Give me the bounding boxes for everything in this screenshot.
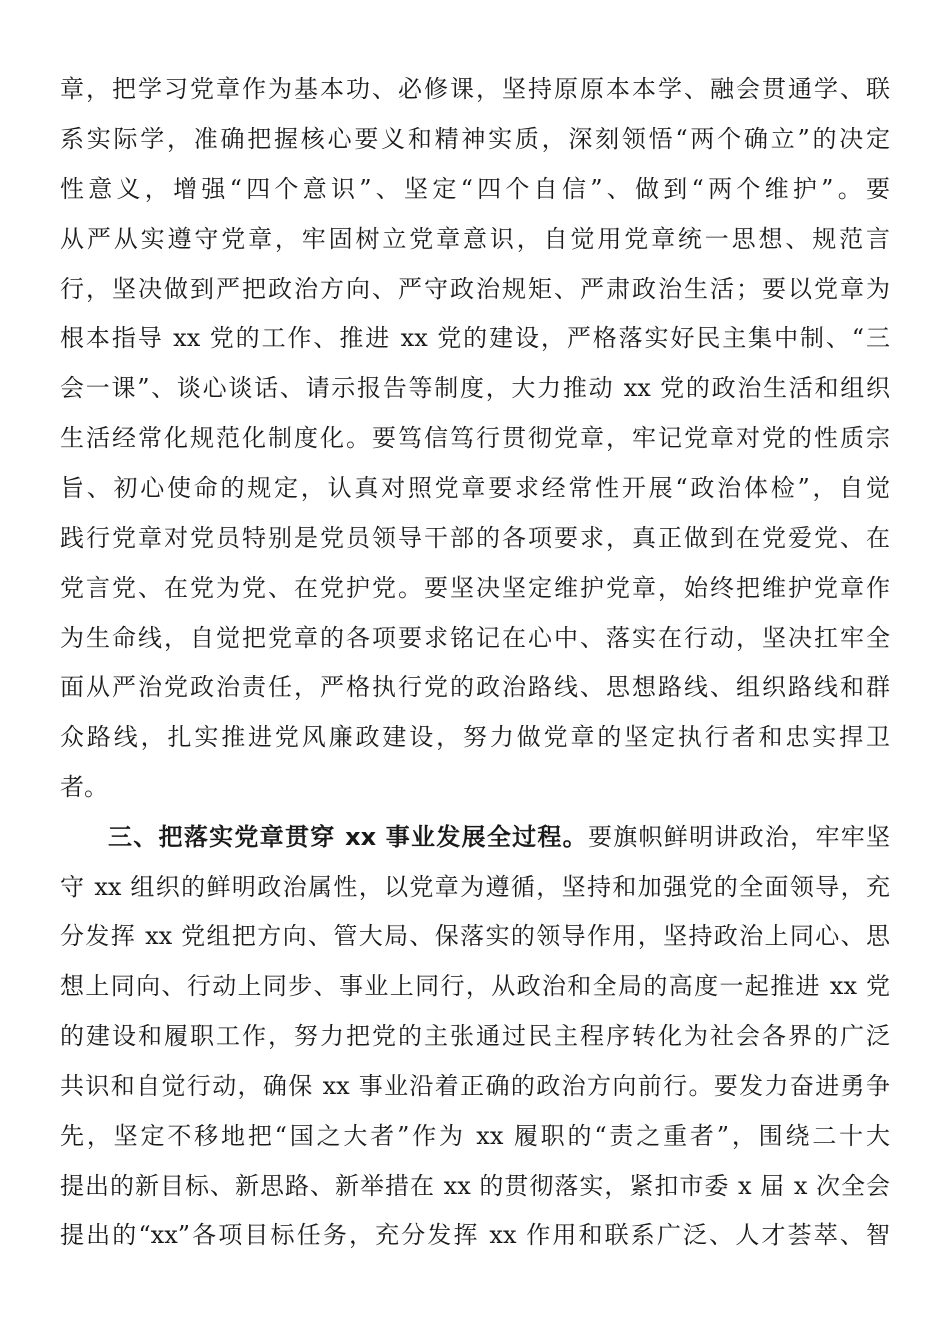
- paragraph-line: 会一课”、谈心谈话、请示报告等制度，大力推动 xx 党的政治生活和组织: [60, 374, 890, 402]
- paragraph-line: 党言党、在党为党、在党护党。要坚决坚定维护党章，始终把维护党章作: [60, 574, 890, 602]
- paragraph-line: 先，坚定不移地把“国之大者”作为 xx 履职的“责之重者”，围绕二十大: [60, 1122, 890, 1150]
- paragraph-line: 旨、初心使命的规定，认真对照党章要求经常性开展“政治体检”，自觉: [60, 474, 890, 502]
- paragraph-line: 为生命线，自觉把党章的各项要求铭记在心中、落实在行动，坚决扛牢全: [60, 624, 890, 652]
- paragraph-line: 想上同向、行动上同步、事业上同行，从政治和全局的高度一起推进 xx 党: [60, 972, 890, 1000]
- paragraph-line: 分发挥 xx 党组把方向、管大局、保落实的领导作用，坚持政治上同心、思: [60, 922, 890, 950]
- paragraph-line: 提出的“xx”各项目标任务，充分发挥 xx 作用和联系广泛、人才荟萃、智: [60, 1221, 890, 1249]
- paragraph-line: 的建设和履职工作，努力把党的主张通过民主程序转化为社会各界的广泛: [60, 1022, 890, 1050]
- paragraph-first-line: [108, 812, 890, 862]
- paragraph-line: 者。: [60, 773, 108, 801]
- paragraph-line: 众路线，扎实推进党风廉政建设，努力做党章的坚定执行者和忠实捍卫: [60, 723, 890, 751]
- paragraph-line: 提出的新目标、新思路、新举措在 xx 的贯彻落实，紧扣市委 x 届 x 次全会: [60, 1172, 890, 1200]
- paragraph-line: 从严从实遵守党章，牢固树立党章意识，自觉用党章统一思想、规范言: [60, 225, 890, 253]
- paragraph-line: 守 xx 组织的鲜明政治属性，以党章为遵循，坚持和加强党的全面领导，充: [60, 873, 890, 901]
- section-heading: 三、把落实党章贯穿 xx 事业发展全过程。: [108, 823, 588, 851]
- paragraph-line: 根本指导 xx 党的工作、推进 xx 党的建设，严格落实好民主集中制、“三: [60, 324, 890, 352]
- paragraph-line: 行，坚决做到严把政治方向、严守政治规矩、严肃政治生活；要以党章为: [60, 275, 890, 303]
- paragraph-line: 章，把学习党章作为基本功、必修课，坚持原原本本学、融会贯通学、联: [60, 75, 890, 103]
- paragraph-line: 共识和自觉行动，确保 xx 事业沿着正确的政治方向前行。要发力奋进勇争: [60, 1072, 890, 1100]
- paragraph-line: 系实际学，准确把握核心要义和精神实质，深刻领悟“两个确立”的决定: [60, 125, 890, 153]
- paragraph-line: 生活经常化规范化制度化。要笃信笃行贯彻党章，牢记党章对党的性质宗: [60, 424, 890, 452]
- paragraph-line: 面从严治党政治责任，严格执行党的政治路线、思想路线、组织路线和群: [60, 673, 890, 701]
- paragraph-line: 践行党章对党员特别是党员领导干部的各项要求，真正做到在党爱党、在: [60, 524, 890, 552]
- paragraph-line: 性意义，增强“四个意识”、坚定“四个自信”、做到“两个维护”。要: [60, 175, 890, 203]
- first-line-text: 要旗帜鲜明讲政治，牢牢坚: [587, 823, 890, 851]
